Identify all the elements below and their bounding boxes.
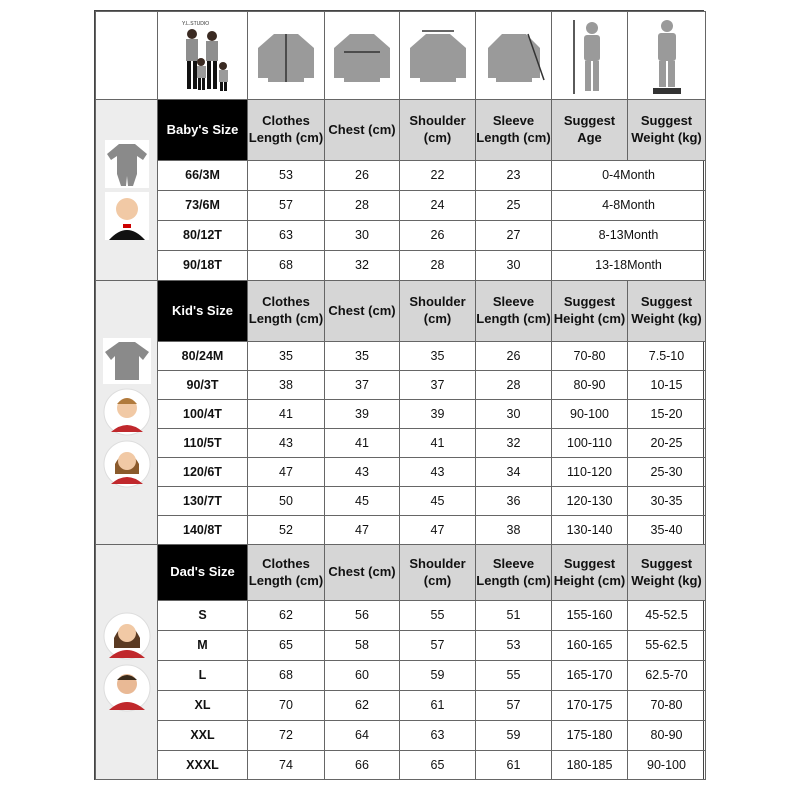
chest-icon-cell [325, 12, 400, 100]
shoulder-value: 45 [400, 487, 476, 516]
length-value: 57 [248, 191, 325, 221]
weight-figure-icon [645, 16, 689, 96]
length-value: 53 [248, 161, 325, 191]
baby-header-length: Clothes Length (cm) [248, 100, 325, 161]
size-label: 120/6T [158, 458, 248, 487]
dad-header-weight: Suggest Weight (kg) [628, 545, 706, 601]
chest-icon [330, 28, 394, 84]
height-value: 160-165 [552, 631, 628, 661]
size-table [95, 11, 706, 780]
baby-header-sleeve: Sleeve Length (cm) [476, 100, 552, 161]
sleeve-icon [482, 28, 546, 84]
age-value: 0-4Month [552, 161, 706, 191]
length-value: 68 [248, 661, 325, 691]
height-value: 165-170 [552, 661, 628, 691]
chest-value: 35 [325, 342, 400, 371]
height-value: 180-185 [552, 751, 628, 780]
age-figure-icon [568, 16, 612, 96]
baby-header-weight: Suggest Weight (kg) [628, 100, 706, 161]
height-value: 70-80 [552, 342, 628, 371]
table-row [96, 661, 706, 691]
kid-header-shoulder: Shoulder (cm) [400, 281, 476, 342]
shoulder-value: 63 [400, 721, 476, 751]
shoulder-value: 24 [400, 191, 476, 221]
shoulder-value: 61 [400, 691, 476, 721]
length-value: 43 [248, 429, 325, 458]
dad-header-row [96, 545, 706, 601]
table-row [96, 487, 706, 516]
sleeve-icon-cell [476, 12, 552, 100]
dad-size-title: Dad's Size [158, 545, 248, 601]
sleeve-value: 61 [476, 751, 552, 780]
length-value: 47 [248, 458, 325, 487]
height-value: 90-100 [552, 400, 628, 429]
size-label: L [158, 661, 248, 691]
length-value: 35 [248, 342, 325, 371]
sleeve-value: 27 [476, 221, 552, 251]
table-row [96, 631, 706, 661]
length-value: 50 [248, 487, 325, 516]
table-row [96, 221, 706, 251]
dad-side-panel [96, 545, 158, 780]
family-photo [168, 16, 238, 96]
table-row [96, 371, 706, 400]
table-row [96, 429, 706, 458]
chest-value: 66 [325, 751, 400, 780]
chest-value: 60 [325, 661, 400, 691]
age-figure-icon-cell [552, 12, 628, 100]
baby-romper-icon [105, 140, 149, 188]
sleeve-value: 23 [476, 161, 552, 191]
sleeve-value: 59 [476, 721, 552, 751]
boy-photo [103, 388, 151, 436]
chest-value: 64 [325, 721, 400, 751]
corner-blank [96, 12, 158, 100]
sleeve-value: 38 [476, 516, 552, 545]
dad-header-shoulder: Shoulder (cm) [400, 545, 476, 601]
weight-value: 15-20 [628, 400, 706, 429]
size-label: XL [158, 691, 248, 721]
height-value: 155-160 [552, 601, 628, 631]
chest-value: 47 [325, 516, 400, 545]
chest-value: 43 [325, 458, 400, 487]
sleeve-value: 30 [476, 251, 552, 281]
length-value: 70 [248, 691, 325, 721]
chest-value: 39 [325, 400, 400, 429]
age-value: 4-8Month [552, 191, 706, 221]
length-value: 68 [248, 251, 325, 281]
weight-value: 7.5-10 [628, 342, 706, 371]
weight-value: 10-15 [628, 371, 706, 400]
shoulder-value: 47 [400, 516, 476, 545]
length-value: 38 [248, 371, 325, 400]
sleeve-value: 34 [476, 458, 552, 487]
sleeve-value: 25 [476, 191, 552, 221]
age-value: 8-13Month [552, 221, 706, 251]
shoulder-icon [406, 28, 470, 84]
shoulder-value: 39 [400, 400, 476, 429]
table-row [96, 342, 706, 371]
baby-size-title: Baby's Size [158, 100, 248, 161]
weight-figure-icon-cell [628, 12, 706, 100]
weight-value: 30-35 [628, 487, 706, 516]
height-value: 110-120 [552, 458, 628, 487]
chest-value: 28 [325, 191, 400, 221]
baby-header-row [96, 100, 706, 161]
size-label: 80/24M [158, 342, 248, 371]
length-value: 63 [248, 221, 325, 251]
kid-tshirt-icon [103, 338, 151, 384]
weight-value: 20-25 [628, 429, 706, 458]
kid-header-height: Suggest Height (cm) [552, 281, 628, 342]
shoulder-value: 65 [400, 751, 476, 780]
kid-header-chest: Chest (cm) [325, 281, 400, 342]
sleeve-value: 57 [476, 691, 552, 721]
girl-photo [103, 440, 151, 488]
size-chart [94, 10, 704, 780]
length-value: 65 [248, 631, 325, 661]
height-value: 175-180 [552, 721, 628, 751]
sleeve-value: 55 [476, 661, 552, 691]
table-row [96, 400, 706, 429]
table-row [96, 458, 706, 487]
height-value: 170-175 [552, 691, 628, 721]
table-row [96, 161, 706, 191]
height-value: 80-90 [552, 371, 628, 400]
length-value: 62 [248, 601, 325, 631]
shoulder-value: 59 [400, 661, 476, 691]
length-value: 72 [248, 721, 325, 751]
size-label: 73/6M [158, 191, 248, 221]
shoulder-value: 35 [400, 342, 476, 371]
shoulder-value: 22 [400, 161, 476, 191]
height-value: 130-140 [552, 516, 628, 545]
size-label: 110/5T [158, 429, 248, 458]
chest-value: 56 [325, 601, 400, 631]
baby-photo [105, 192, 149, 240]
kid-header-weight: Suggest Weight (kg) [628, 281, 706, 342]
length-value: 41 [248, 400, 325, 429]
shoulder-value: 37 [400, 371, 476, 400]
size-label: M [158, 631, 248, 661]
age-value: 13-18Month [552, 251, 706, 281]
kid-size-title: Kid's Size [158, 281, 248, 342]
kid-header-sleeve: Sleeve Length (cm) [476, 281, 552, 342]
brand-mark: Y.L.STUDIO [181, 20, 209, 27]
dad-header-chest: Chest (cm) [325, 545, 400, 601]
table-row [96, 191, 706, 221]
sleeve-value: 53 [476, 631, 552, 661]
shoulder-value: 28 [400, 251, 476, 281]
shoulder-value: 57 [400, 631, 476, 661]
size-label: XXL [158, 721, 248, 751]
height-value: 120-130 [552, 487, 628, 516]
kid-header-length: Clothes Length (cm) [248, 281, 325, 342]
length-value: 74 [248, 751, 325, 780]
table-row [96, 751, 706, 780]
family-photo-cell [158, 12, 248, 100]
length-value: 52 [248, 516, 325, 545]
weight-value: 45-52.5 [628, 601, 706, 631]
chest-value: 58 [325, 631, 400, 661]
man-photo [103, 664, 151, 712]
woman-photo [103, 612, 151, 660]
size-label: 130/7T [158, 487, 248, 516]
sleeve-value: 51 [476, 601, 552, 631]
table-row [96, 601, 706, 631]
weight-value: 62.5-70 [628, 661, 706, 691]
weight-value: 55-62.5 [628, 631, 706, 661]
table-row [96, 691, 706, 721]
size-label: 90/3T [158, 371, 248, 400]
sleeve-value: 32 [476, 429, 552, 458]
baby-side-panel [96, 100, 158, 281]
dad-header-length: Clothes Length (cm) [248, 545, 325, 601]
size-label: 66/3M [158, 161, 248, 191]
clothes-length-icon [254, 28, 318, 84]
sleeve-value: 28 [476, 371, 552, 400]
baby-header-age: Suggest Age [552, 100, 628, 161]
chest-value: 62 [325, 691, 400, 721]
size-label: 100/4T [158, 400, 248, 429]
icon-row [96, 12, 706, 100]
table-row [96, 516, 706, 545]
dad-header-height: Suggest Height (cm) [552, 545, 628, 601]
clothes-length-icon-cell [248, 12, 325, 100]
sleeve-value: 30 [476, 400, 552, 429]
table-row [96, 251, 706, 281]
size-label: S [158, 601, 248, 631]
chest-value: 37 [325, 371, 400, 400]
weight-value: 90-100 [628, 751, 706, 780]
size-label: 90/18T [158, 251, 248, 281]
chest-value: 30 [325, 221, 400, 251]
kid-side-panel [96, 281, 158, 545]
shoulder-value: 26 [400, 221, 476, 251]
baby-header-chest: Chest (cm) [325, 100, 400, 161]
sleeve-value: 26 [476, 342, 552, 371]
chest-value: 45 [325, 487, 400, 516]
kid-header-row [96, 281, 706, 342]
table-row [96, 721, 706, 751]
shoulder-value: 43 [400, 458, 476, 487]
weight-value: 70-80 [628, 691, 706, 721]
shoulder-value: 41 [400, 429, 476, 458]
sleeve-value: 36 [476, 487, 552, 516]
size-label: 140/8T [158, 516, 248, 545]
chest-value: 41 [325, 429, 400, 458]
size-label: XXXL [158, 751, 248, 780]
chest-value: 32 [325, 251, 400, 281]
baby-header-shoulder: Shoulder (cm) [400, 100, 476, 161]
weight-value: 35-40 [628, 516, 706, 545]
size-label: 80/12T [158, 221, 248, 251]
chest-value: 26 [325, 161, 400, 191]
dad-header-sleeve: Sleeve Length (cm) [476, 545, 552, 601]
weight-value: 80-90 [628, 721, 706, 751]
shoulder-value: 55 [400, 601, 476, 631]
shoulder-icon-cell [400, 12, 476, 100]
weight-value: 25-30 [628, 458, 706, 487]
height-value: 100-110 [552, 429, 628, 458]
